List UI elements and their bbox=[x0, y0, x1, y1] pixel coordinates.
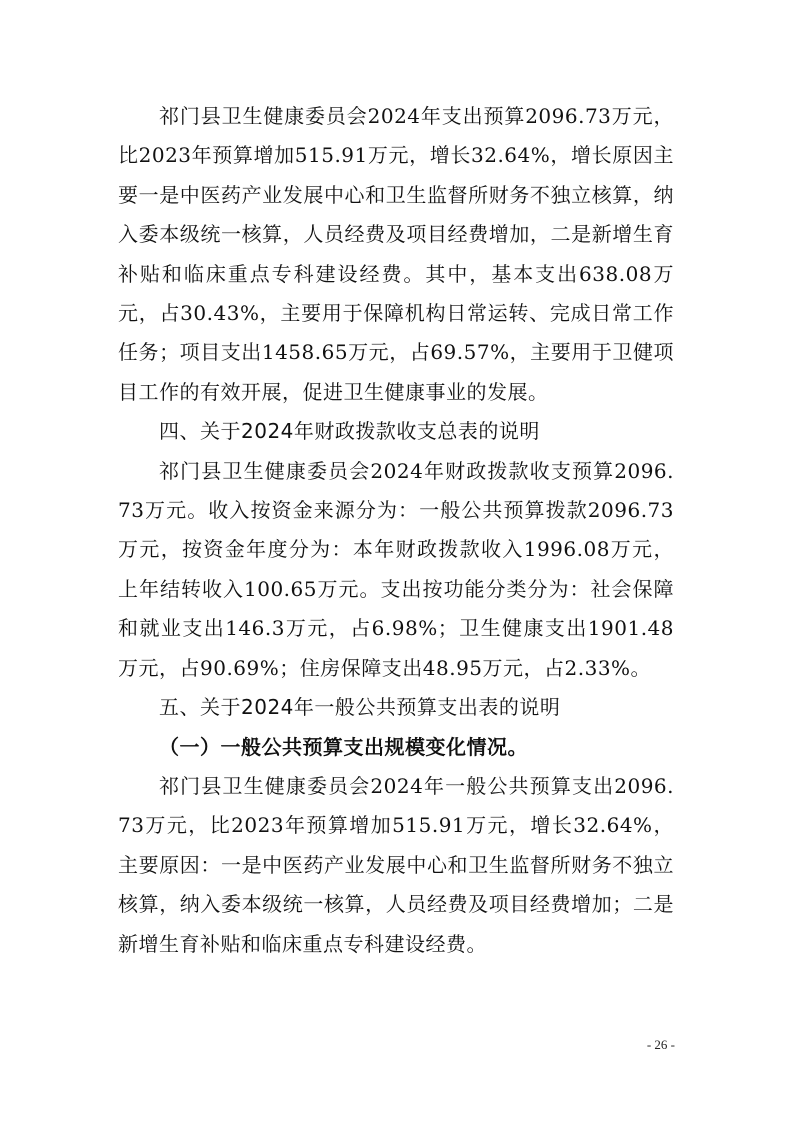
page-number: - 26 - bbox=[646, 1037, 675, 1052]
document-body bbox=[118, 97, 674, 964]
paragraph-general-public-budget: 祁门县卫生健康委员会2024年一般公共预算支出2096.73万元，比2023年预算增加515.91万元，增长32.64%，主要原因：一是中医药产业发展中心和卫生监督所财务不独立核算，纳入委本级统一核算，人员经费及项目经费增加；二是新增生育补贴和临床重点专科建设经费。 bbox=[118, 773, 674, 956]
subsection-heading-1: （一）一般公共预算支出规模变化情况。 bbox=[159, 734, 528, 759]
section-heading-5: 五、关于2024年一般公共预算支出表的说明 bbox=[159, 695, 561, 720]
paragraph-fiscal-allocation: 祁门县卫生健康委员会2024年财政拨款收支预算2096.73万元。收入按资金来源分为：一般公共预算拨款2096.73万元，按资金年度分为：本年财政拨款收入1996.08万元，上年结转收入100.65万元。支出按功能分类分为：社会保障和就业支出146.3万元，占6.98%；卫生健康支出1901.48万元，占90.69%；住房保障支出48.95万元，占2.33%。 bbox=[118, 458, 674, 680]
section-heading-4: 四、关于2024年财政拨款收支总表的说明 bbox=[159, 419, 540, 444]
paragraph-budget-overview: 祁门县卫生健康委员会2024年支出预算2096.73万元，比2023年预算增加515.91万元，增长32.64%，增长原因主要一是中医药产业发展中心和卫生监督所财务不独立核算，纳入委本级统一核算，人员经费及项目经费增加，二是新增生育补贴和临床重点专科建设经费。其中，基本支出638.08万元，占30.43%，主要用于保障机构日常运转、完成日常工作任务；项目支出1458.65万元，占69.57%，主要用于卫健项目工作的有效开展，促进卫生健康事业的发展。 bbox=[118, 104, 674, 404]
